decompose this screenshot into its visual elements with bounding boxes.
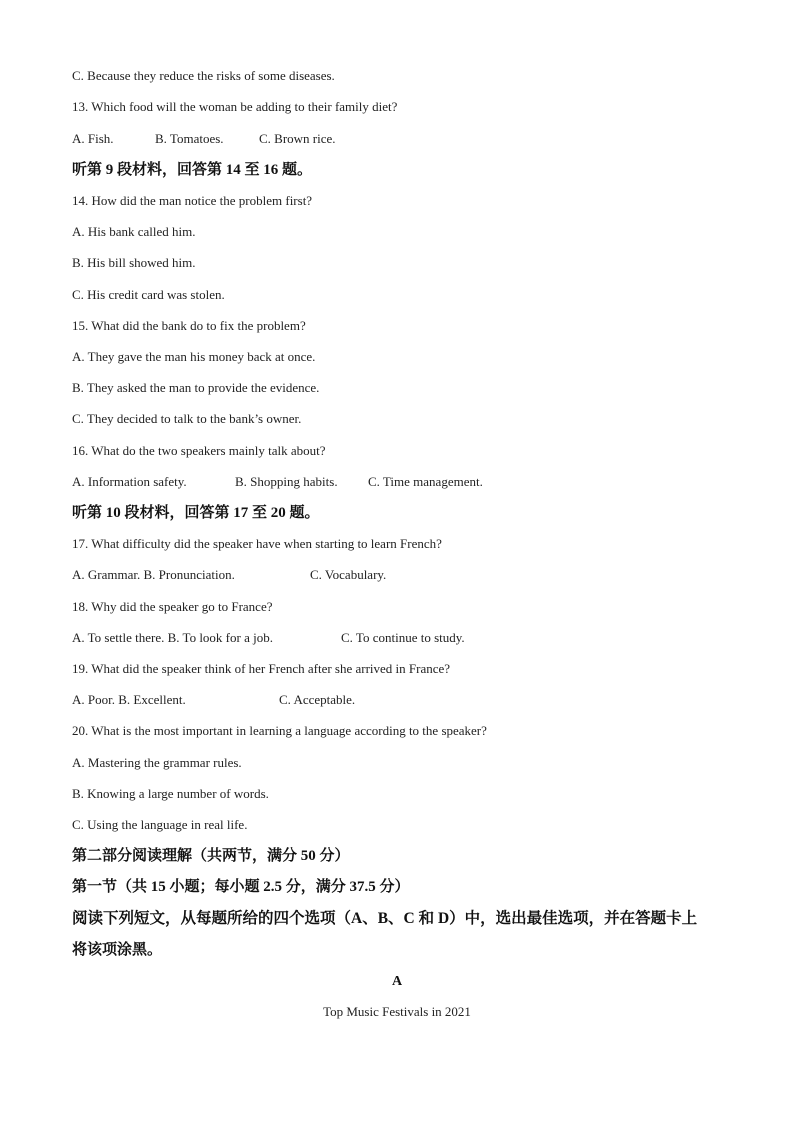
- section9-heading: 听第 9 段材料，回答第 14 至 16 题。: [72, 162, 313, 178]
- q15-option-a: A. They gave the man his money back at once.: [72, 349, 316, 364]
- q18-options: [72, 630, 722, 646]
- q20-option-a: A. Mastering the grammar rules.: [72, 755, 242, 770]
- q18-option-ab: A. To settle there. B. To look for a job.: [72, 630, 273, 645]
- q19-question: 19. What did the speaker think of her French after she arrived in France?: [72, 661, 451, 676]
- q14-question: 14. How did the man notice the problem first?: [72, 193, 313, 208]
- passage-title: Top Music Festivals in 2021: [323, 1004, 471, 1019]
- q17-options: [72, 567, 722, 583]
- q15-option-b: B. They asked the man to provide the evidence.: [72, 380, 320, 395]
- part2-heading: 第二部分阅读理解（共两节，满分 50 分）: [72, 848, 350, 864]
- q14-option-b: B. His bill showed him.: [72, 255, 196, 270]
- q13-option-a: A. Fish.: [72, 131, 114, 146]
- q14-option-c: C. His credit card was stolen.: [72, 287, 225, 302]
- q18-question: 18. Why did the speaker go to France?: [72, 599, 273, 614]
- q17-question: 17. What difficulty did the speaker have when starting to learn French?: [72, 536, 442, 551]
- instruction-line1: 阅读下列短文，从每题所给的四个选项（A、B、C 和 D）中，选出最佳选项，并在答题卡上: [72, 910, 698, 927]
- q16-option-b: B. Shopping habits.: [235, 474, 338, 489]
- q19-option-ab: A. Poor. B. Excellent.: [72, 692, 186, 707]
- q13-options: [72, 131, 722, 147]
- q17-option-c: C. Vocabulary.: [310, 567, 387, 582]
- q20-question: 20. What is the most important in learning a language according to the speaker?: [72, 723, 487, 738]
- q16-option-a: A. Information safety.: [72, 474, 187, 489]
- q13-option-b: B. Tomatoes.: [155, 131, 224, 146]
- section10-heading: 听第 10 段材料，回答第 17 至 20 题。: [72, 505, 320, 521]
- q16-question: 16. What do the two speakers mainly talk about?: [72, 443, 326, 458]
- q20-option-c: C. Using the language in real life.: [72, 817, 248, 832]
- q18-option-c: C. To continue to study.: [341, 630, 465, 645]
- instruction-line2: 将该项涂黑。: [72, 942, 163, 958]
- q19-options: [72, 692, 722, 708]
- q16-options: [72, 474, 722, 490]
- q13-option-c: C. Brown rice.: [259, 131, 336, 146]
- q20-option-b: B. Knowing a large number of words.: [72, 786, 269, 801]
- section1-heading: 第一节（共 15 小题；每小题 2.5 分，满分 37.5 分）: [72, 879, 410, 895]
- q17-option-ab: A. Grammar. B. Pronunciation.: [72, 567, 235, 582]
- q13-question: 13. Which food will the woman be adding to their family diet?: [72, 99, 398, 114]
- passage-label: A: [391, 974, 403, 989]
- q15-question: 15. What did the bank do to fix the problem?: [72, 318, 306, 333]
- q12-option-c: C. Because they reduce the risks of some diseases.: [72, 68, 335, 83]
- q19-option-c: C. Acceptable.: [279, 692, 356, 707]
- q15-option-c: C. They decided to talk to the bank’s owner.: [72, 411, 302, 426]
- q16-option-c: C. Time management.: [368, 474, 483, 489]
- q14-option-a: A. His bank called him.: [72, 224, 196, 239]
